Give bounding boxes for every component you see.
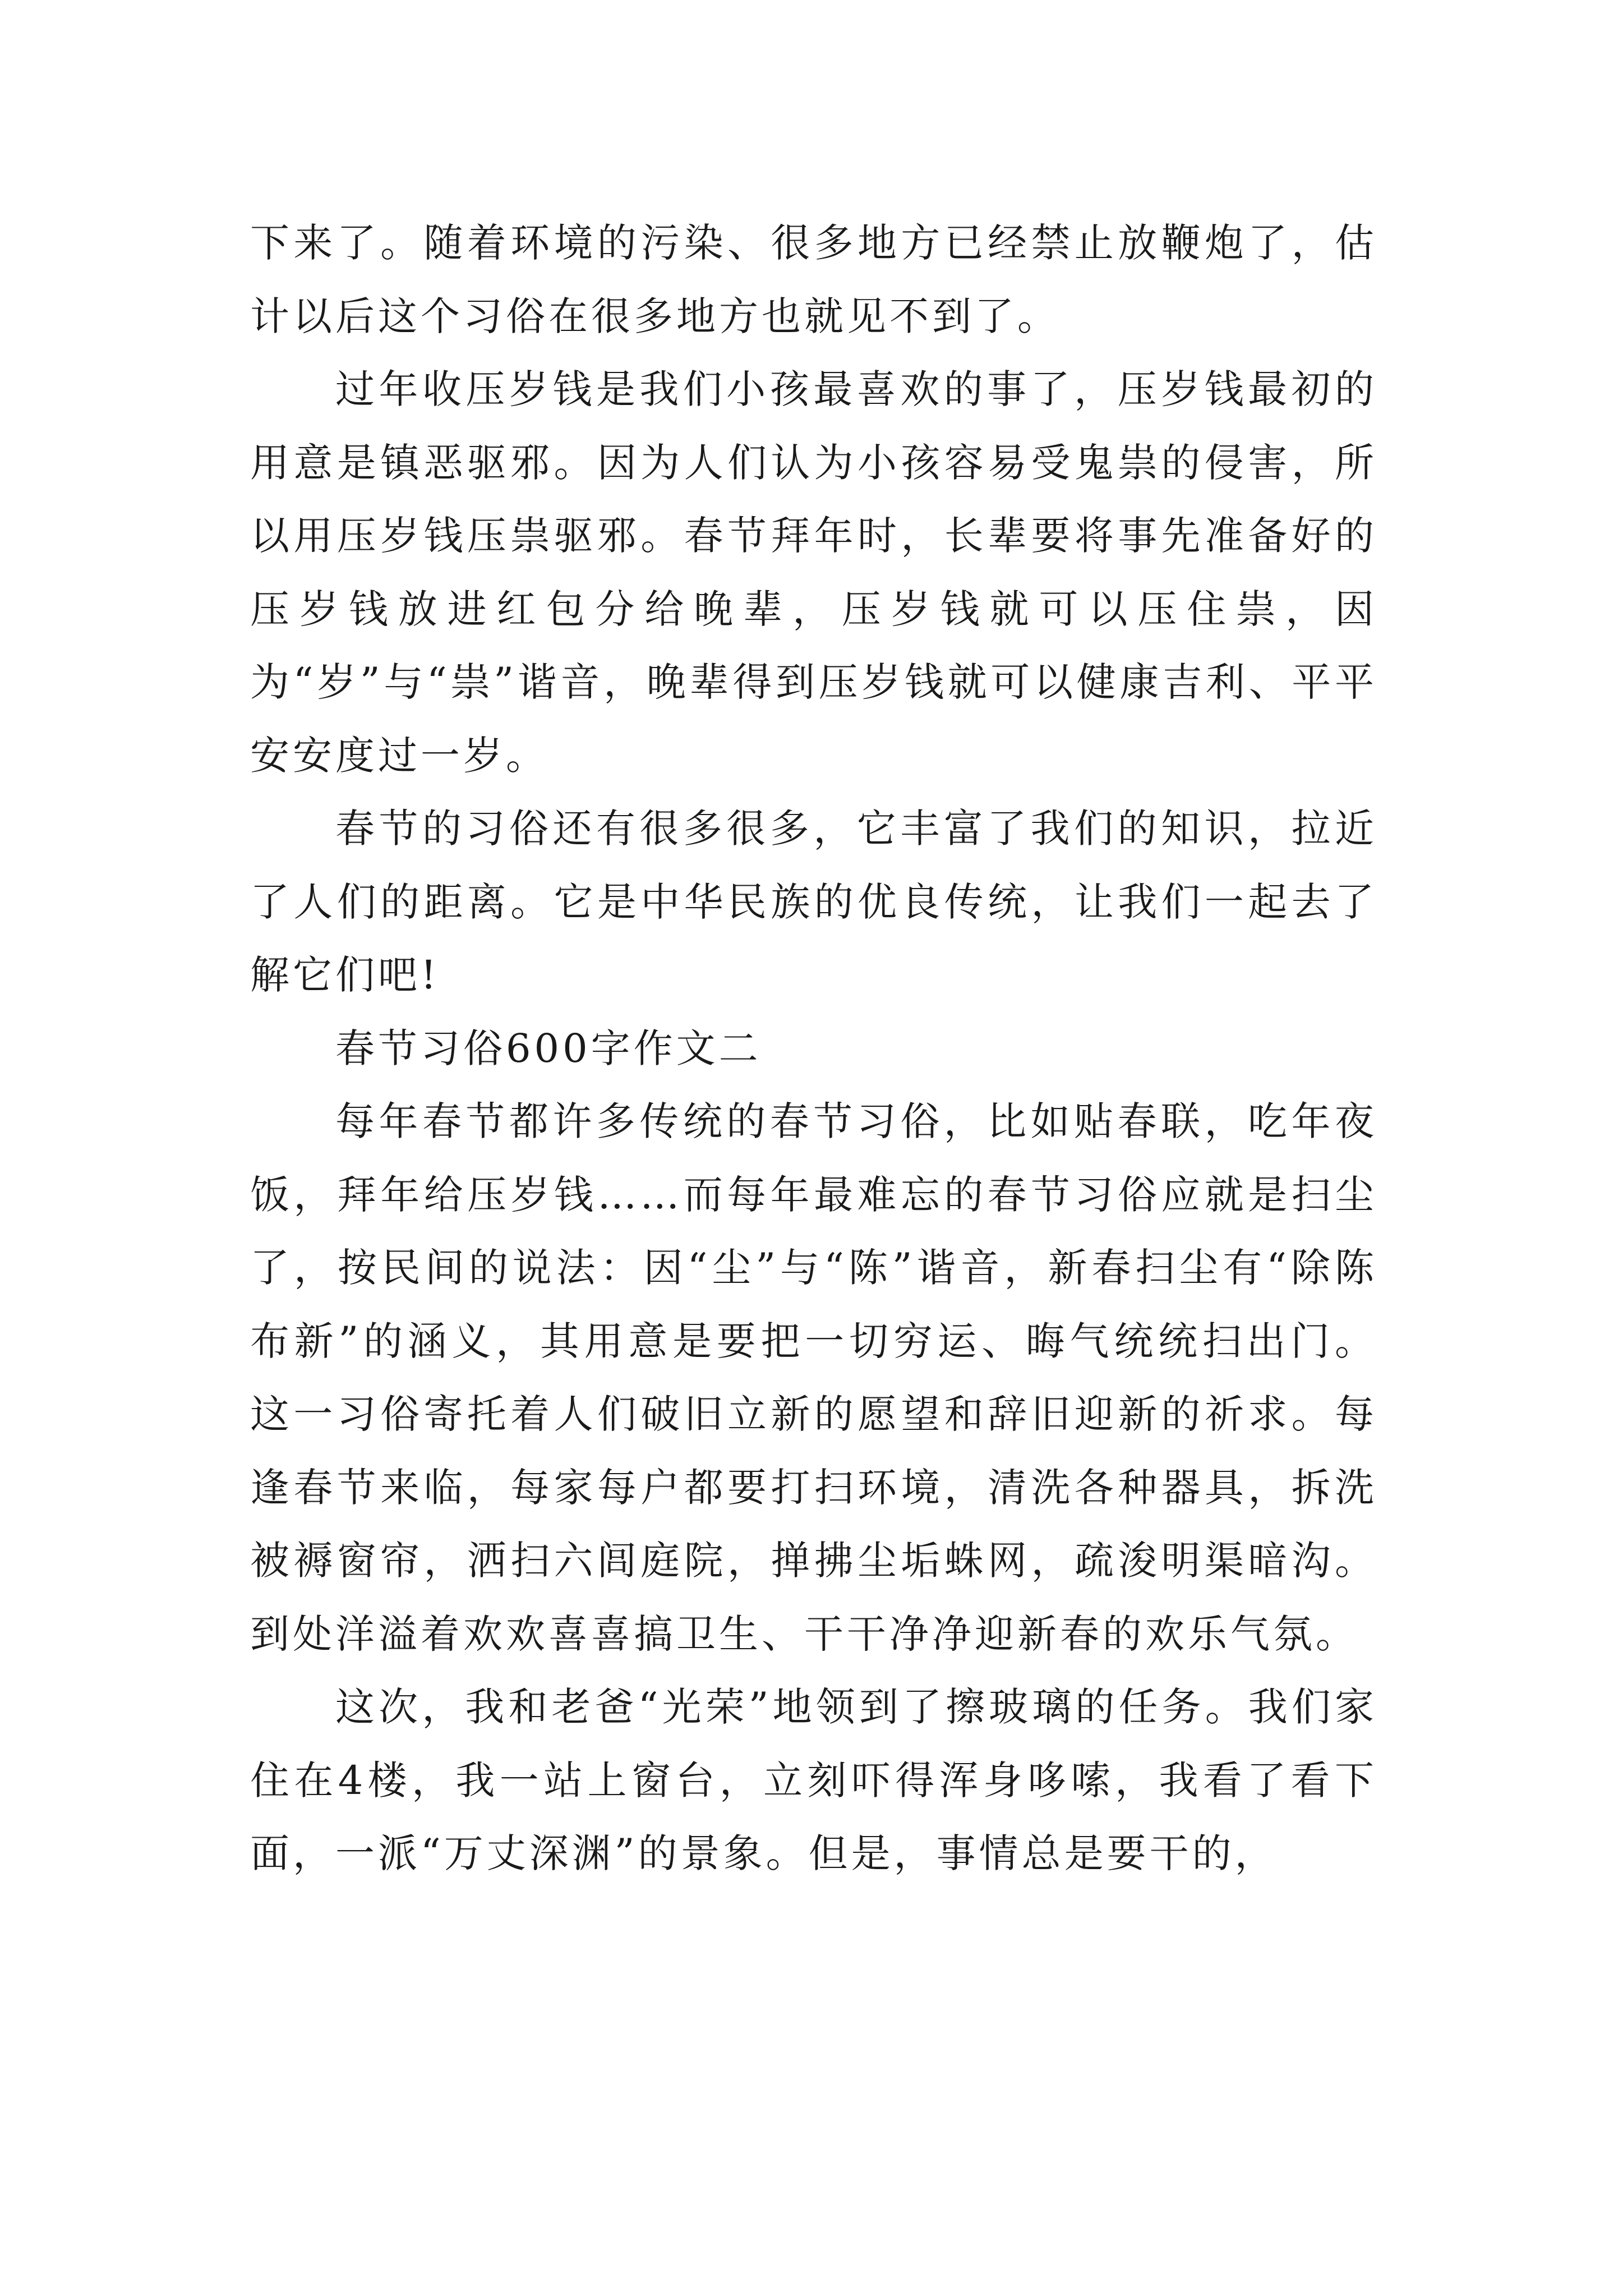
paragraph-lucky-money: 过年收压岁钱是我们小孩最喜欢的事了，压岁钱最初的用意是镇恶驱邪。因为人们认为小孩容易受鬼祟的侵害，所以用压岁钱压祟驱邪。春节拜年时，长辈要将事先准备好的压岁钱放进红包分给晚辈，压岁钱就可以压住祟，因为“岁”与“祟”谐音，晚辈得到压岁钱就可以健康吉利、平平安安度过一岁。 bbox=[250, 366, 1377, 779]
paragraph-window-cleaning: 这次，我和老爸“光荣”地领到了擦玻璃的任务。我们家住在4楼，我一站上窗台，立刻吓得浑身哆嗦，我看了看下面，一派“万丈深渊”的景象。但是，事情总是要干的， bbox=[250, 1684, 1377, 1876]
document-body bbox=[250, 206, 1377, 1890]
paragraph-customs-summary: 春节的习俗还有很多很多，它丰富了我们的知识，拉近了人们的距离。它是中华民族的优良传统，让我们一起去了解它们吧! bbox=[250, 806, 1377, 998]
paragraph-firecrackers-end: 下来了。随着环境的污染、很多地方已经禁止放鞭炮了，估计以后这个习俗在很多地方也就见不到了。 bbox=[250, 220, 1377, 339]
paragraph-sweeping-dust: 每年春节都许多传统的春节习俗，比如贴春联，吃年夜饭，拜年给压岁钱……而每年最难忘的春节习俗应就是扫尘了，按民间的说法：因“尘”与“陈”谐音，新春扫尘有“除陈布新”的涵义，其用意是要把一切穷运、晦气统统扫出门。这一习俗寄托着人们破旧立新的愿望和辞旧迎新的祈求。每逢春节来临，每家每户都要打扫环境，清洗各种器具，拆洗被褥窗帘，洒扫六闾庭院，掸拂尘垢蛛网，疏浚明渠暗沟。到处洋溢着欢欢喜喜搞卫生、干干净净迎新春的欢乐气氛。 bbox=[250, 1098, 1377, 1657]
essay-two-title: 春节习俗600字作文二 bbox=[335, 1025, 762, 1071]
